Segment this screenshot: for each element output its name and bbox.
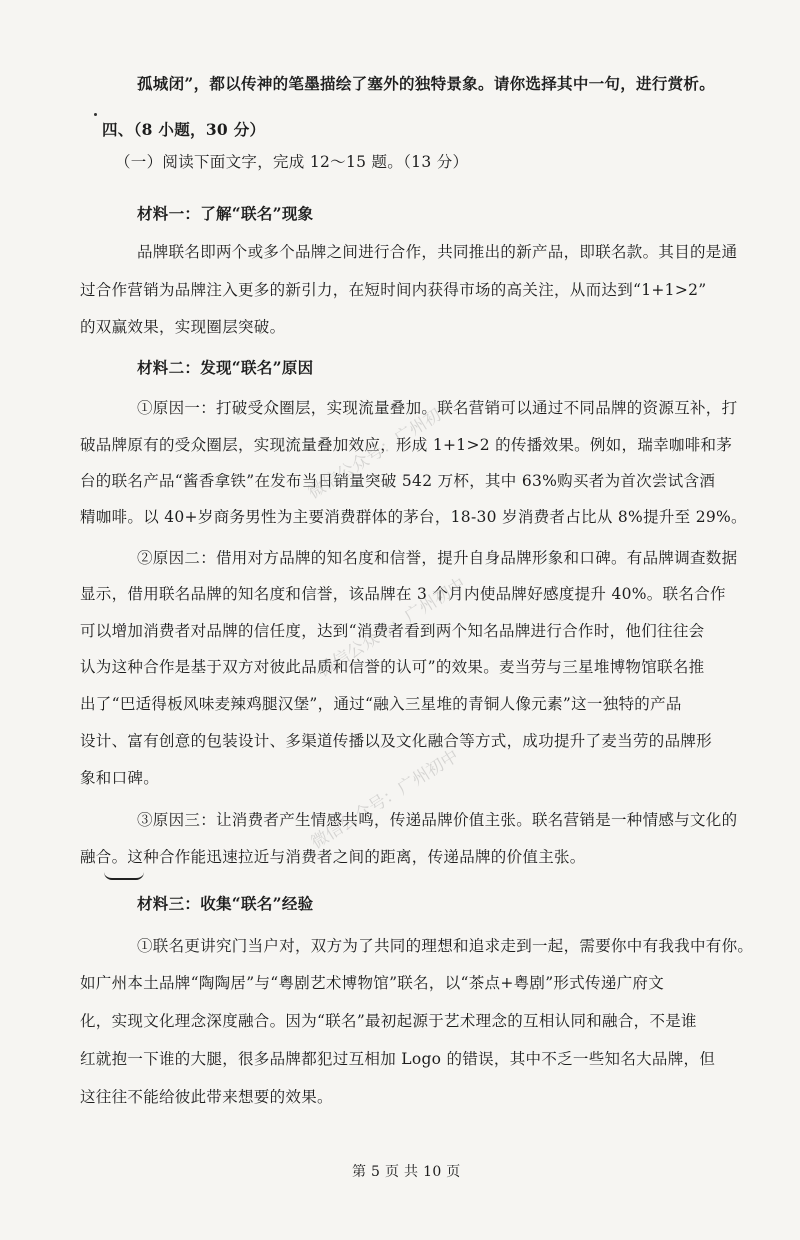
reason2-line-7: 象和口碑。 [80,769,160,787]
reason2-line-6: 设计、富有创意的包装设计、多渠道传播以及文化融合等方式，成功提升了麦当劳的品牌形 [80,732,713,750]
sub-heading: （一）阅读下面文字，完成 12～15 题。（13 分） [115,153,469,171]
material3-title: 材料三：收集“联名”经验 [137,894,314,913]
page-footer: 第 5 页 共 10 页 [352,1164,461,1180]
reason1-line-1: ①原因一：打破受众圈层，实现流量叠加。联名营销可以通过不同品牌的资源互补，打 [137,399,738,417]
handwritten-underline [104,872,144,880]
material3-line-4: 红就抱一下谁的大腿，很多品牌都犯过互相加 Logo 的错误，其中不乏一些知名大品牌，但 [80,1050,716,1068]
reason1-line-3: 台的联名产品“酱香拿铁”在发布当日销量突破 542 万杯，其中 63%购买者为首次尝试含酒 [80,472,716,490]
material3-line-5: 这往往不能给彼此带来想要的效果。 [80,1088,333,1106]
reason2-line-3: 可以增加消费者对品牌的信任度，达到“消费者看到两个知名品牌进行合作时，他们往往会 [80,622,705,640]
material1-line-3: 的双赢效果，实现圈层突破。 [80,318,286,336]
reason1-line-4: 精咖啡。以 40+岁商务男性为主要消费群体的茅台，18-30 岁消费者占比从 8%提升至 29%。 [80,508,747,526]
material1-line-2: 过合作营销为品牌注入更多的新引力，在短时间内获得市场的高关注，从而达到“1+1>2” [80,281,707,299]
watermark: 微信公众号：广州初中 [314,574,470,682]
reason3-line-1: ③原因三：让消费者产生情感共鸣，传递品牌价值主张。联名营销是一种情感与文化的 [137,811,738,829]
material3-line-1: ①联名更讲究门当户对，双方为了共同的理想和追求走到一起，需要你中有我我中有你。 [137,937,754,955]
watermark: 微信公众号：广州初中 [307,746,463,854]
question-prompt-tail: 孤城闭”，都以传神的笔墨描绘了塞外的独特景象。请你选择其中一句，进行赏析。 [137,74,716,93]
material3-line-2: 如广州本土品牌“陶陶居”与“粤剧艺术博物馆”联名，以“茶点+粤剧”形式传递广府文 [80,974,665,992]
watermark: 微信公众号：广州初中 [304,396,460,504]
reason1-line-2: 破品牌原有的受众圈层，实现流量叠加效应，形成 1+1>2 的传播效果。例如，瑞幸咖啡和茅 [80,436,733,454]
material1-line-1: 品牌联名即两个或多个品牌之间进行合作，共同推出的新产品，即联名款。其目的是通 [137,243,738,261]
material1-title: 材料一：了解“联名”现象 [137,204,314,223]
section-heading: 四、（8 小题，30 分） [102,120,266,139]
reason3-line-2: 融合。这种合作能迅速拉近与消费者之间的距离，传递品牌的价值主张。 [80,848,586,866]
ink-dot [94,113,97,116]
reason2-line-1: ②原因二：借用对方品牌的知名度和信誉，提升自身品牌形象和口碑。有品牌调查数据 [137,549,738,567]
reason2-line-2: 显示，借用联名品牌的知名度和信誉，该品牌在 3 个月内使品牌好感度提升 40%。联名合作 [80,585,726,603]
reason2-line-4: 认为这种合作是基于双方对彼此品质和信誉的认可”的效果。麦当劳与三星堆博物馆联名推 [80,658,705,676]
material3-line-3: 化，实现文化理念深度融合。因为“联名”最初起源于艺术理念的互相认同和融合，不是谁 [80,1012,697,1030]
reason2-line-5: 出了“巴适得板风味麦辣鸡腿汉堡”，通过“融入三星堆的青铜人像元素”这一独特的产品 [80,695,682,713]
material2-title: 材料二：发现“联名”原因 [137,358,314,377]
